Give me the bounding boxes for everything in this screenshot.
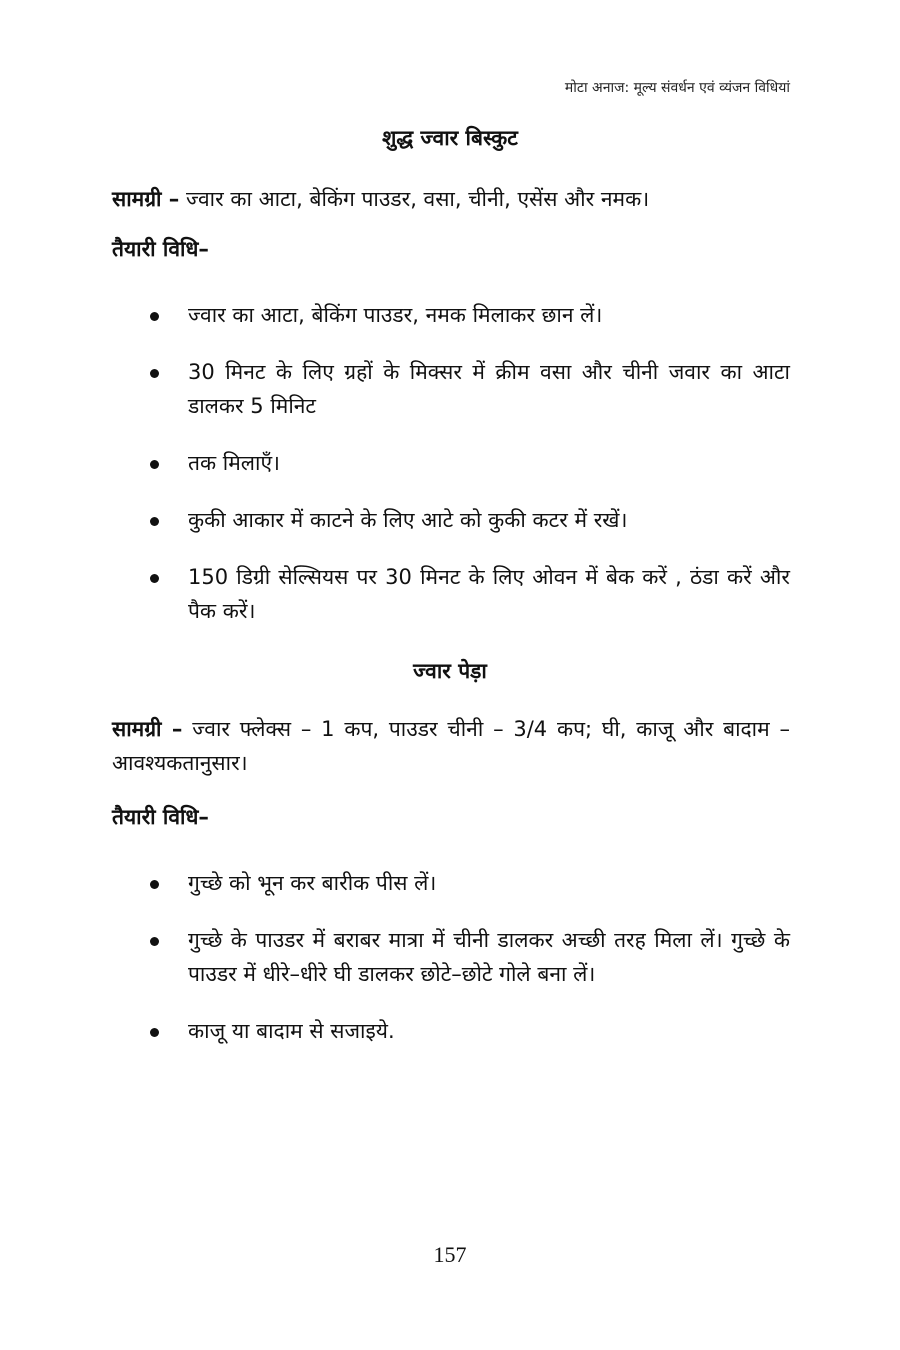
list-item: [150, 503, 790, 537]
step-text: गुच्छे को भून कर बारीक पीस लें।: [188, 871, 437, 895]
ingredients-text: ज्वार का आटा, बेकिंग पाउडर, वसा, चीनी, एसेंस और नमक।: [185, 187, 650, 211]
method-heading-peda: तैयारी विधि–: [112, 805, 209, 829]
step-text: ज्वार का आटा, बेकिंग पाउडर, नमक मिलाकर छान लें।: [188, 303, 603, 327]
list-item: [150, 355, 790, 423]
bullet-icon: [150, 574, 159, 583]
bullet-icon: [150, 460, 159, 469]
step-text: 30 मिनट के लिए ग्रहों के मिक्सर में क्रीम वसा और चीनी जवार का आटा डालकर 5 मिनिट: [188, 360, 790, 418]
recipe-title-peda: ज्वार पेड़ा: [413, 659, 487, 683]
list-item: [150, 1014, 790, 1048]
steps-list-peda: [150, 866, 790, 1048]
list-item: [150, 866, 790, 900]
bullet-icon: [150, 312, 159, 321]
ingredients-text: ज्वार फ्लेक्स – 1 कप, पाउडर चीनी – 3/4 कप; घी, काजू और बादाम – आवश्यकतानुसार।: [112, 717, 790, 775]
recipe-title-biscuit: शुद्ध ज्वार बिस्कुट: [382, 126, 518, 150]
ingredients-paragraph-biscuit: [112, 182, 790, 216]
step-text: 150 डिग्री सेल्सियस पर 30 मिनट के लिए ओवन में बेक करें , ठंडा करें और पैक करें।: [188, 565, 790, 623]
step-text: तक मिलाएँ।: [188, 451, 281, 475]
bullet-icon: [150, 369, 159, 378]
bullet-icon: [150, 517, 159, 526]
running-header: मोटा अनाज: मूल्य संवर्धन एवं व्यंजन विधियां: [564, 80, 790, 96]
step-text: कुकी आकार में काटने के लिए आटे को कुकी कटर में रखें।: [188, 508, 628, 532]
list-item: [150, 923, 790, 991]
step-text: गुच्छे के पाउडर में बराबर मात्रा में चीनी डालकर अच्छी तरह मिला लें। गुच्छे के पाउडर में धीरे–धीरे घी डालकर छोटे–छोटे गोले बना लें।: [188, 928, 790, 986]
ingredients-label: सामग्री –: [112, 187, 180, 211]
list-item: [150, 446, 790, 480]
step-text: काजू या बादाम से सजाइये.: [188, 1019, 395, 1043]
ingredients-label: सामग्री –: [112, 717, 183, 741]
bullet-icon: [150, 937, 159, 946]
method-heading-biscuit: तैयारी विधि–: [112, 237, 209, 261]
ingredients-paragraph-peda: [112, 712, 790, 780]
steps-list-biscuit: [150, 298, 790, 628]
list-item: [150, 560, 790, 628]
bullet-icon: [150, 880, 159, 889]
page-number: 157: [433, 1242, 467, 1267]
bullet-icon: [150, 1028, 159, 1037]
list-item: [150, 298, 790, 332]
